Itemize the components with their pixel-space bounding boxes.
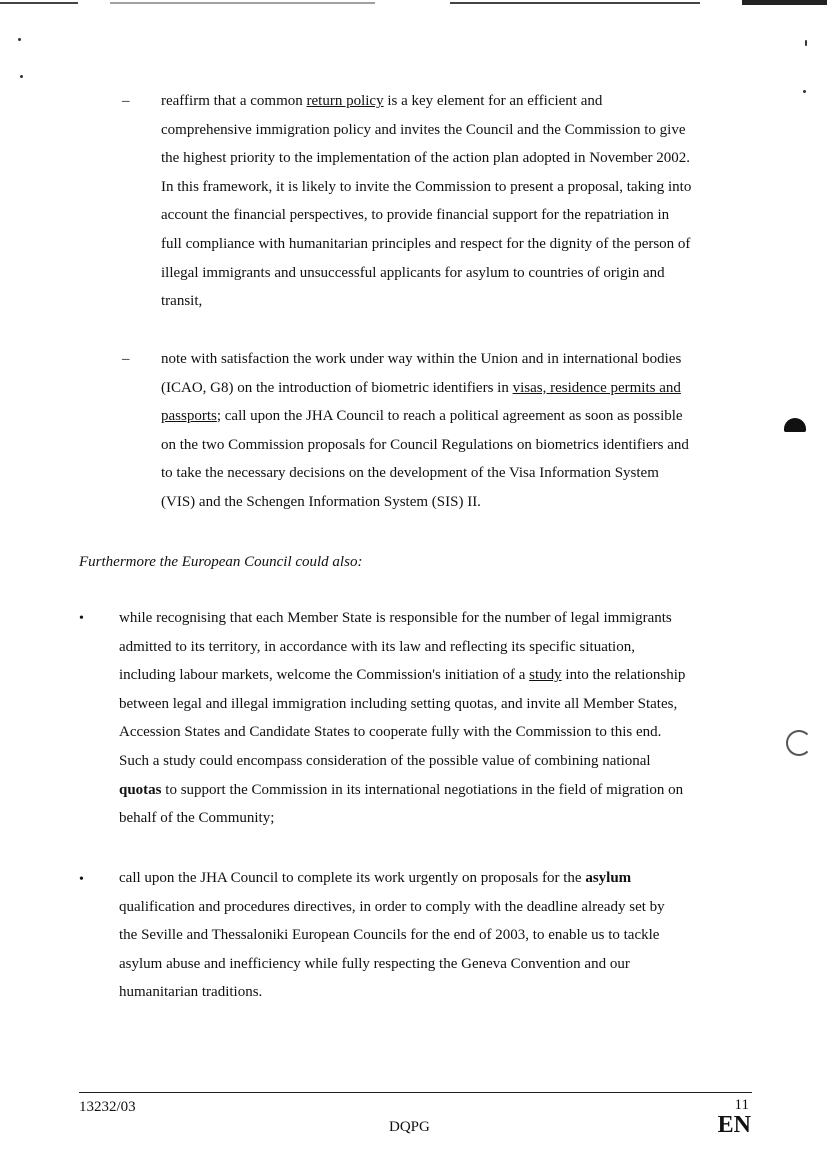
text-line bbox=[161, 459, 753, 488]
bold-phrase: asylum bbox=[585, 870, 632, 886]
scan-artifact bbox=[0, 2, 78, 4]
text-line bbox=[161, 431, 753, 460]
scan-speck bbox=[803, 90, 806, 93]
text-run: into the relationship bbox=[561, 667, 686, 684]
text-run: on the two Commission proposals for Council Regulations on biometrics identifiers and bbox=[161, 436, 689, 453]
text-line bbox=[119, 978, 755, 1007]
text-line bbox=[161, 402, 753, 431]
text-run: account the financial perspectives, to provide financial support for the repatriation in bbox=[161, 207, 670, 224]
scan-speck bbox=[805, 40, 807, 46]
text-run: asylum abuse and inefficiency while fully respecting the Geneva Convention and our bbox=[119, 955, 630, 972]
text-run: comprehensive immigration policy and invites the Council and the Commission to give bbox=[161, 121, 686, 138]
text-line bbox=[119, 747, 755, 776]
text-run: transit, bbox=[161, 293, 203, 310]
scan-artifact bbox=[450, 2, 700, 4]
text-line bbox=[161, 488, 753, 517]
text-line bbox=[161, 287, 753, 316]
text-run: including labour markets, welcome the Commission's initiation of a bbox=[119, 667, 530, 684]
text-line bbox=[161, 116, 753, 145]
bullet-item-legal-immigration bbox=[119, 604, 755, 833]
text-run: is a key element for an efficient and bbox=[383, 93, 603, 109]
dash-marker: – bbox=[122, 351, 130, 367]
text-line bbox=[119, 604, 755, 633]
text-line bbox=[119, 718, 755, 747]
dash-item-return-policy bbox=[161, 87, 753, 316]
underlined-phrase: passports bbox=[161, 408, 217, 425]
doc-number: 13232/03 bbox=[79, 1099, 136, 1115]
text-line bbox=[161, 144, 753, 173]
text-line bbox=[119, 921, 755, 950]
text-run: between legal and illegal immigration including setting quotas, and invite all Member States, bbox=[119, 695, 678, 712]
text-run: full compliance with humanitarian principles and respect for the dignity of the person of bbox=[161, 235, 691, 252]
text-line bbox=[161, 259, 753, 288]
bullet-marker: • bbox=[79, 611, 84, 626]
text-run: call upon the JHA Council to complete its work urgently on proposals for the bbox=[119, 870, 586, 886]
text-run: ; call upon the JHA Council to reach a political agreement as soon as possible bbox=[216, 408, 683, 425]
text-run: to support the Commission in its international negotiations in the field of migration on bbox=[161, 781, 684, 798]
text-line bbox=[119, 661, 755, 690]
text-run: Accession States and Candidate States to cooperate fully with the Commission to this end. bbox=[119, 724, 662, 741]
text-line bbox=[161, 173, 753, 202]
scan-speck bbox=[18, 38, 21, 41]
dash-item-biometrics bbox=[161, 345, 753, 517]
text-line bbox=[119, 893, 755, 922]
text-run: to take the necessary decisions on the development of the Visa Information System bbox=[161, 465, 659, 482]
text-run: the Seville and Thessaloniki European Councils for the end of 2003, to enable us to tackle bbox=[119, 927, 660, 944]
text-line bbox=[161, 87, 753, 116]
text-line bbox=[161, 345, 753, 374]
text-line bbox=[119, 804, 755, 833]
text-run: admitted to its territory, in accordance with its law and reflecting its specific situation, bbox=[119, 638, 635, 655]
dash-marker: – bbox=[122, 93, 130, 109]
page-number: 11 bbox=[734, 1097, 749, 1113]
scan-speck bbox=[20, 75, 23, 78]
text-run: In this framework, it is likely to invite the Commission to present a proposal, taking into bbox=[161, 178, 692, 195]
scan-artifact bbox=[110, 2, 375, 4]
bold-phrase: quotas bbox=[119, 781, 162, 798]
text-run: while recognising that each Member State is responsible for the number of legal immigrants bbox=[119, 610, 672, 626]
section-intro: Furthermore the European Council could also: bbox=[79, 554, 363, 570]
text-run: (ICAO, G8) on the introduction of biometric identifiers in bbox=[161, 379, 513, 396]
scan-artifact bbox=[742, 0, 827, 5]
bullet-item-asylum bbox=[119, 864, 755, 1007]
text-line bbox=[119, 633, 755, 662]
text-run: note with satisfaction the work under way within the Union and in international bodies bbox=[161, 351, 682, 367]
text-run: the highest priority to the implementation of the action plan adopted in November 2002. bbox=[161, 150, 691, 167]
text-run: (VIS) and the Schengen Information System (SIS) II. bbox=[161, 493, 481, 510]
text-line bbox=[161, 230, 753, 259]
text-line bbox=[161, 201, 753, 230]
underlined-phrase: return policy bbox=[306, 93, 384, 109]
text-line bbox=[161, 374, 753, 403]
text-line bbox=[119, 776, 755, 805]
underlined-phrase: study bbox=[529, 667, 562, 684]
language-code: EN bbox=[717, 1112, 751, 1138]
text-line bbox=[119, 950, 755, 979]
text-run: reaffirm that a common bbox=[161, 93, 307, 109]
text-line bbox=[119, 864, 755, 893]
footer-rule bbox=[79, 1092, 752, 1093]
text-run: humanitarian traditions. bbox=[119, 984, 263, 1001]
text-run: illegal immigrants and unsuccessful applicants for asylum to countries of origin and bbox=[161, 264, 665, 281]
directorate-code: DQPG bbox=[389, 1119, 430, 1135]
underlined-phrase: visas, residence permits and bbox=[512, 379, 681, 396]
text-line bbox=[119, 690, 755, 719]
scan-ring bbox=[786, 730, 812, 756]
text-run: behalf of the Community; bbox=[119, 810, 275, 827]
text-run: qualification and procedures directives, in order to comply with the deadline already set by bbox=[119, 898, 665, 915]
scan-blot bbox=[784, 418, 806, 432]
bullet-marker: • bbox=[79, 872, 84, 887]
text-run: Such a study could encompass consideration of the possible value of combining national bbox=[119, 752, 651, 769]
